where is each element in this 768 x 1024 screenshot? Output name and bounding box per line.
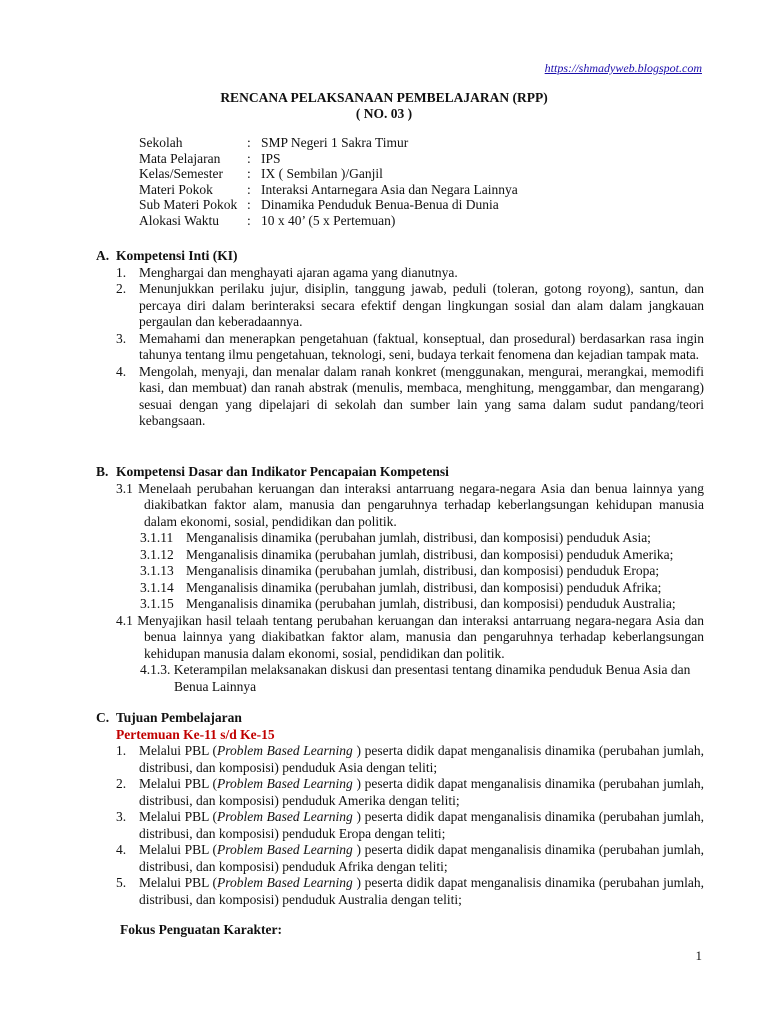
identity-value: Dinamika Penduduk Benua-Benua di Dunia <box>261 197 499 213</box>
section-letter: B. <box>96 464 109 479</box>
indicator-text: Menganalisis dinamika (perubahan jumlah, distribusi, dan komposisi) penduduk Asia; <box>186 530 651 545</box>
indicator-item <box>140 580 704 597</box>
indicator-number: 3.1.13 <box>140 563 174 578</box>
list-item <box>116 809 704 842</box>
item-number: 2. <box>116 776 127 791</box>
identity-table <box>139 135 518 229</box>
document-title: RENCANA PELAKSANAAN PEMBELAJARAN (RPP) <box>220 90 548 105</box>
section-kompetensi-dasar <box>96 464 704 695</box>
list-item <box>116 265 704 282</box>
item-text: Melalui PBL (Problem Based Learning ) peserta didik dapat menganalisis dinamika (perubahan jumlah, distribusi, dan komposisi) penduduk Amerika dengan teliti; <box>139 776 704 808</box>
colon: : <box>247 150 251 166</box>
indicator-item <box>140 563 704 580</box>
kd-block <box>96 481 704 696</box>
indicator-item <box>140 530 704 547</box>
identity-value: SMP Negeri 1 Sakra Timur <box>261 135 409 150</box>
section-heading <box>96 464 704 481</box>
item-text: Mengolah, menyaji, dan menalar dalam ranah konkret (menggunakan, mengurai, merangkai, memodifi kasi, dan membuat) dan ranah abstrak (menulis, membaca, menghitung, menggambar, dan mengarang) sesuai dengan yang dipelajari di sekolah dan sumber lain yang sama dalam sudut pandang/teori kebangsaan. <box>139 363 704 428</box>
item-number: 4. <box>116 842 127 857</box>
list-item <box>116 842 704 875</box>
indicator-text: Menganalisis dinamika (perubahan jumlah, distribusi, dan komposisi) penduduk Amerika; <box>186 546 674 562</box>
identity-row <box>139 151 518 167</box>
item-number: 3. <box>116 330 127 346</box>
identity-row <box>139 182 518 198</box>
section-letter: A. <box>96 248 110 263</box>
item-text: Menunjukkan perilaku jujur, disiplin, tanggung jawab, peduli (toleran, gotong royong), santun, dan percaya diri dalam berinteraksi secara efektif dengan lingkungan sosial dan alam dalam jangkauan pergaulan dan keberadaannya. <box>139 281 704 329</box>
section-tujuan-pembelajaran <box>96 710 704 939</box>
list-item <box>116 743 704 776</box>
document-title-block <box>0 90 768 122</box>
meeting-label: Pertemuan Ke-11 s/d Ke-15 <box>116 726 275 742</box>
document-number: ( NO. 03 ) <box>355 106 413 121</box>
item-text: Melalui PBL (Problem Based Learning ) peserta didik dapat menganalisis dinamika (perubahan jumlah, distribusi, dan komposisi) penduduk Asia dengan teliti; <box>139 743 704 775</box>
item-number: 2. <box>116 281 127 296</box>
identity-key: Mata Pelajaran <box>139 150 221 166</box>
item-text: Melalui PBL (Problem Based Learning ) peserta didik dapat menganalisis dinamika (perubahan jumlah, distribusi, dan komposisi) penduduk Australia dengan teliti; <box>139 875 704 907</box>
item-number: 3. <box>116 809 127 824</box>
item-text: Melalui PBL (Problem Based Learning ) peserta didik dapat menganalisis dinamika (perubahan jumlah, distribusi, dan komposisi) penduduk Afrika dengan teliti; <box>139 842 704 874</box>
item-text: Menghargai dan menghayati ajaran agama yang dianutnya. <box>139 264 458 280</box>
identity-row <box>139 213 518 229</box>
section-title: Kompetensi Inti (KI) <box>116 248 238 263</box>
page-number: 1 <box>695 948 702 963</box>
section-title: Kompetensi Dasar dan Indikator Pencapaian Kompetensi <box>116 464 449 479</box>
identity-value: 10 x 40’ (5 x Pertemuan) <box>261 212 396 228</box>
identity-row <box>139 197 518 213</box>
identity-key: Alokasi Waktu <box>139 212 220 228</box>
item-number: 4. <box>116 363 127 379</box>
item-number: 1. <box>116 743 127 758</box>
kd-text: 4.1 Menyajikan hasil telaah tentang perubahan keruangan dan interaksi antarruang negara-negara Asia dan benua lainnya yang diakibatkan faktor alam, manusia dan pengaruhnya terhadap keberlangsungan kehidupan manusia dalam ekonomi, sosial, pendidikan dan politik. <box>116 612 704 661</box>
identity-value: Interaksi Antarnegara Asia dan Negara Lainnya <box>261 181 518 197</box>
indicator-item <box>140 547 704 564</box>
identity-value: IX ( Sembilan )/Ganjil <box>261 166 383 182</box>
indicator-text: Menganalisis dinamika (perubahan jumlah, distribusi, dan komposisi) penduduk Australia; <box>186 596 676 611</box>
list-item <box>116 364 704 430</box>
list-item <box>116 776 704 809</box>
colon: : <box>247 166 251 182</box>
colon: : <box>247 197 251 213</box>
indicator-number: 3.1.12 <box>140 546 174 562</box>
list-item <box>116 331 704 364</box>
section-kompetensi-inti <box>96 248 704 430</box>
indicator-item <box>140 596 704 613</box>
list-item <box>116 281 704 331</box>
section-title: Tujuan Pembelajaran <box>116 710 242 725</box>
character-focus-heading: Fokus Penguatan Karakter: <box>120 922 282 937</box>
colon: : <box>247 212 251 228</box>
section-heading <box>96 248 704 265</box>
objectives-block <box>96 727 704 939</box>
blog-link[interactable]: https://shmadyweb.blogspot.com <box>544 61 702 75</box>
colon: : <box>247 181 251 197</box>
identity-row <box>139 166 518 182</box>
section-heading <box>96 710 704 727</box>
item-text: Melalui PBL (Problem Based Learning ) peserta didik dapat menganalisis dinamika (perubahan jumlah, distribusi, dan komposisi) penduduk Eropa dengan teliti; <box>139 809 704 841</box>
section-letter: C. <box>96 710 110 725</box>
identity-key: Sekolah <box>139 135 183 150</box>
indicator-list <box>116 530 704 613</box>
identity-key: Sub Materi Pokok <box>139 197 238 213</box>
identity-value: IPS <box>261 150 281 166</box>
indicator-number: 3.1.15 <box>140 596 174 611</box>
indicator-text: Menganalisis dinamika (perubahan jumlah, distribusi, dan komposisi) penduduk Afrika; <box>186 579 662 595</box>
ki-list <box>96 265 704 430</box>
identity-key: Materi Pokok <box>139 181 213 197</box>
identity-row <box>139 135 518 151</box>
item-text: Memahami dan menerapkan pengetahuan (faktual, konseptual, dan prosedural) berdasarkan rasa ingin tahunya tentang ilmu pengetahuan, teknologi, seni, budaya terkait fenomena dan kejadian tampak mata. <box>139 330 704 362</box>
identity-key: Kelas/Semester <box>139 166 223 182</box>
item-number: 5. <box>116 875 127 890</box>
list-item <box>116 875 704 908</box>
colon: : <box>247 135 251 150</box>
item-number: 1. <box>116 264 127 280</box>
indicator-text: 4.1.3. Keterampilan melaksanakan diskusi dan presentasi tentang dinamika penduduk Benua Asia dan Benua Lainnya <box>140 662 691 694</box>
indicator-text: Menganalisis dinamika (perubahan jumlah, distribusi, dan komposisi) penduduk Eropa; <box>186 563 660 578</box>
indicator-number: 3.1.11 <box>140 530 174 545</box>
indicator-number: 3.1.14 <box>140 579 174 595</box>
kd-text: 3.1 Menelaah perubahan keruangan dan interaksi antarruang negara-negara Asia dan benua lainnya yang diakibatkan faktor alam, manusia dan pengaruhnya terhadap keberlangsungan kehidupan manusia dalam ekonomi, sosial, pendidikan dan politik. <box>116 480 704 529</box>
